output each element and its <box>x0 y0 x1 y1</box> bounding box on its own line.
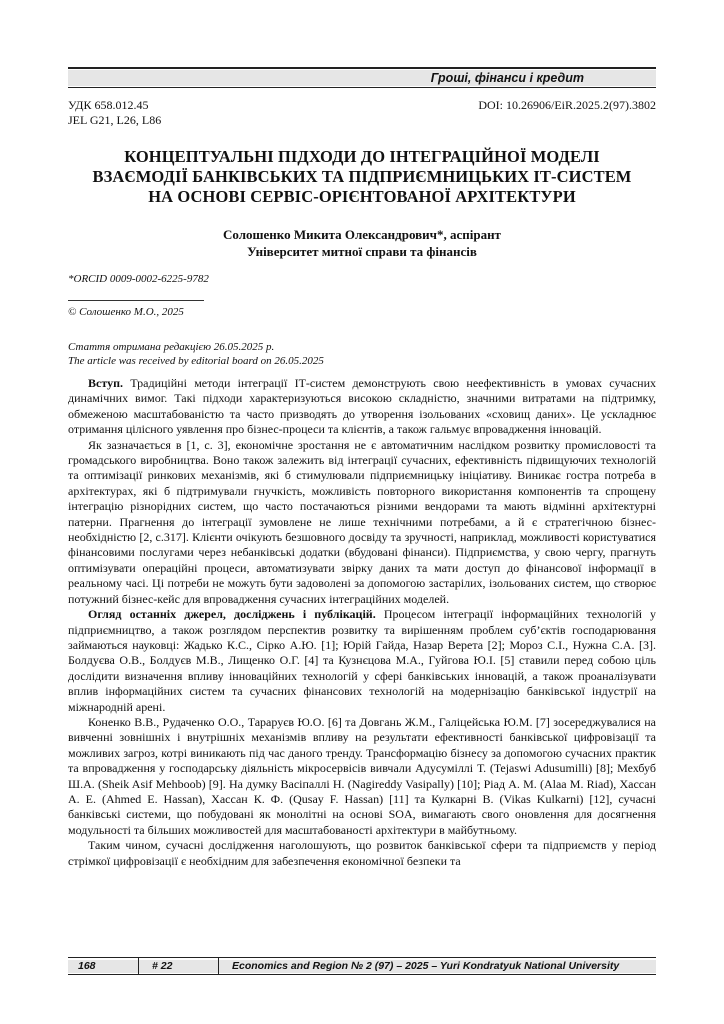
footnote-rule <box>68 300 204 301</box>
article-title <box>68 147 656 207</box>
issue-number: # 22 <box>152 960 173 972</box>
paragraph: Як зазначається в [1, с. 3], економічне зростання не є автоматичним наслідком розвитку промисловості та громадського виробництва. Воно також залежить від інтеграції сучасних, ефективність підвищуючих технологій та оптимізації ринкових механізмів, які б стимулювали підприємницьку ініціативу. Виникає гостра потреба в архітектурах, які б підтримували гнучкість, можливість повторного використання компонентів та спрощену інтеграцію різнорідних систем, що часто постачаються різними вендорами та мають відмінні архітектурні патерни. Прагнення до інтеграції зумовлене не лише технічними потребами, а й є стратегічною бізнес-необхідністю [2, с.317]. Клієнти очікують безшовного досвіду та зручності, наприклад, можливості користуватися фінансовими послугами через небанківські додатки (вбудовані фінанси). Підприємства, у свою чергу, прагнуть оптимізувати операційні процеси, автоматизувати звірку даних та мати доступ до фінансової інформації в реальному часі. Ці потреби не можуть бути задоволені за допомогою застарілих, ізольованих систем, що створює потужний бізнес-кейс для впровадження сучасних інтеграційних моделей. <box>68 437 656 606</box>
affiliation: Університет митної справи та фінансів <box>247 244 477 259</box>
journal-name: Economics and Region № 2 (97) – 2025 – Yuri Kondratyuk National University <box>232 960 620 972</box>
copyright: © Солошенко М.О., 2025 <box>68 306 184 318</box>
orcid: *ORCID 0009-0002-6225-9782 <box>68 273 209 285</box>
received-date-en: The article was received by editorial board on 26.05.2025 <box>68 355 324 367</box>
paragraph: Коненко В.В., Рудаченко О.О., Тараруєв Ю.О. [6] та Довгань Ж.М., Галіцейська Ю.М. [7] зосереджувалися на вивченні зовнішніх і внутрішніх механізмів впливу на результати ефективності банківської цифровізації та можливих загроз, котрі виникають під час даного тренду. Трансформацію бізнесу за допомогою сучасних практик та впровадження у господарську діяльність мікросервісів вивчали Адусуміллі Т. (Tejaswi Adusumilli) [8]; Мехбуб Ш.А. (Sheik Asif Mehboob) [9]. На думку Васіпаллі Н. (Nagireddy Vasipally) [10]; Ріад А. М. (Alaa M. Riad), Хассан А. Е. (Ahmed E. Hassan), Хассан К. Ф. (Qusay F. Hassan) [11] та Кулкарні В. (Vikas Kulkarni) [12], сучасні банківські системи, що побудовані як монолітні на основі SOA, вимагають свого оновлення для досягнення модульності та більших можливостей для масштабованості архітектури в майбутньому. <box>68 714 656 837</box>
jel-code: JEL G21, L26, L86 <box>68 113 162 127</box>
udc-code: УДК 658.012.45 <box>68 98 149 112</box>
header-top-rule <box>68 67 656 69</box>
author-name: Солошенко Микита Олександрович*, аспірант <box>223 227 501 242</box>
introduction-heading: Вступ. <box>88 376 123 390</box>
article-body <box>68 376 656 869</box>
classification-codes <box>68 98 161 128</box>
received-date-ua: Стаття отримана редакцією 26.05.2025 р. <box>68 341 275 353</box>
title-line: НА ОСНОВІ СЕРВІС-ОРІЄНТОВАНОЇ АРХІТЕКТУРИ <box>148 187 576 206</box>
section-title: Гроші, фінанси і кредит <box>430 71 584 85</box>
paragraph-introduction: Вступ. Традиційні методи інтеграції ІТ-систем демонструють свою неефективність в умовах сучасних динамічних вимог. Такі підходи характеризуються високою складністю, значними витратами на підтримку, обмеженою масштабованістю та часто призводять до утворення ізольованих «сховищ даних». Це ускладнює отримання цілісного уявлення про бізнес-процеси та клієнтів, а також гальмує впровадження інновацій. <box>68 376 656 437</box>
title-line: КОНЦЕПТУАЛЬНІ ПІДХОДИ ДО ІНТЕГРАЦІЙНОЇ МОДЕЛІ <box>124 147 600 166</box>
title-line: ВЗАЄМОДІЇ БАНКІВСЬКИХ ТА ПІДПРИЄМНИЦЬКИХ ІТ-СИСТЕМ <box>92 167 632 186</box>
paragraph: Таким чином, сучасні дослідження наголошують, що розвиток банківської сфери та підприємств у період стрімкої цифровізації є необхідним для забезпечення економічної безпеки та <box>68 838 656 868</box>
footer-top-rule <box>68 957 656 958</box>
doi: DOI: 10.26906/EiR.2025.2(97).3802 <box>478 98 656 112</box>
footer-separator <box>218 958 219 975</box>
author-block <box>68 226 656 260</box>
footer-bottom-rule <box>68 974 656 975</box>
page-number: 168 <box>78 960 96 972</box>
literature-review-heading: Огляд останніх джерел, досліджень і публікацій. <box>88 607 376 622</box>
footer-separator <box>138 958 139 975</box>
header-bottom-rule <box>68 87 656 88</box>
paragraph-literature-review: Огляд останніх джерел, досліджень і публікацій. Процесом інтеграції інформаційних технологій у підприємництво, а також розглядом перспектив розвитку та вирішенням проблем суб’єктів господарювання займаються науковці: Жадько К.С., Сірко А.Ю. [1]; Юрій Гайда, Назар Верета [2]; Мороз С.І., Нужна С.А. [3]. Болдуєва О.В., Болдуєв М.В., Лищенко О.Г. [4] та Кузнєцова М.А., Гуйгова Ю.І. [5] ставили перед собою ціль дослідити визначення впливу інноваційних технологій у сфері банківських інновацій, а також проаналізувати вплив інформаційних систем та сучасних фінансових технологій на модернізацію банківської індустрії на міжнародній арені. <box>68 607 656 714</box>
